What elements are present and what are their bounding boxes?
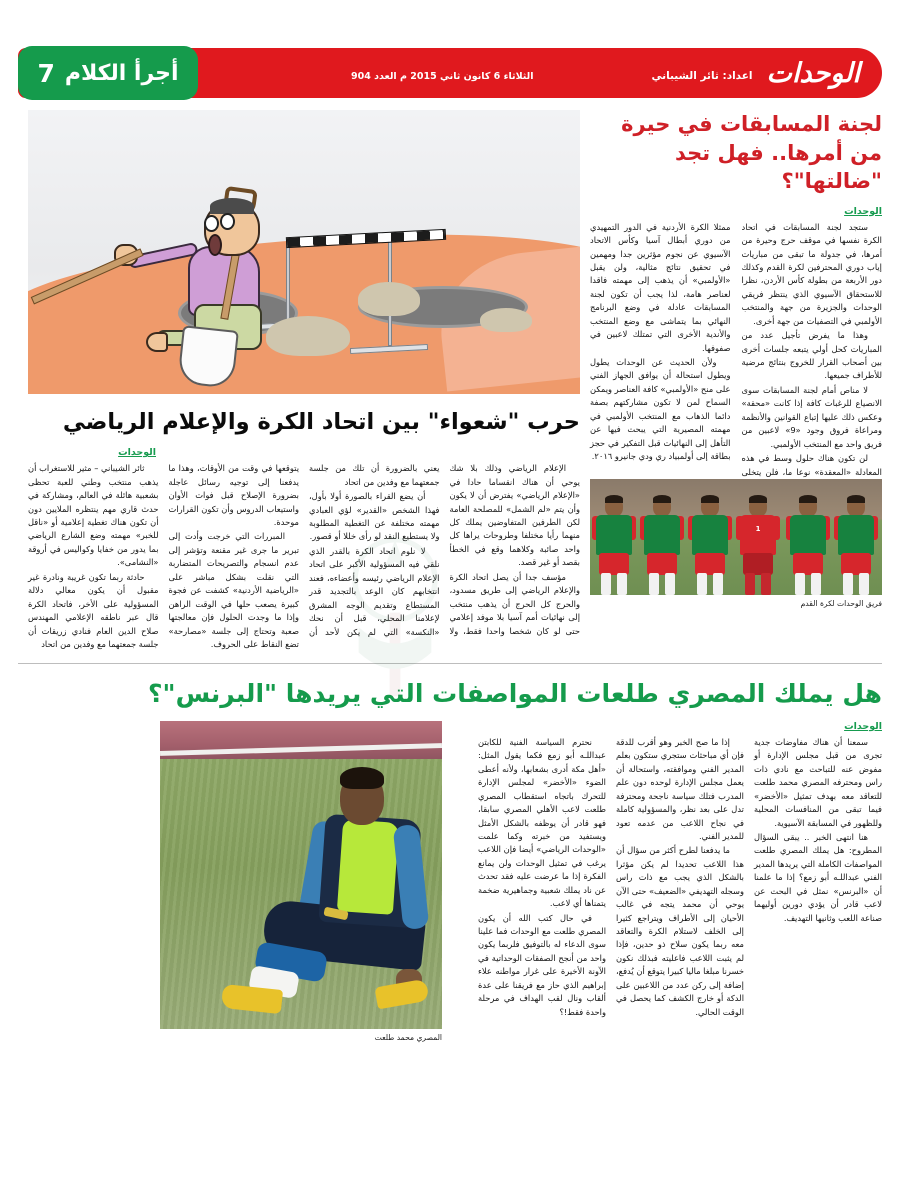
article-top-body <box>590 221 882 479</box>
photo-player <box>688 495 732 595</box>
paragraph: وهذا ما يفرض تأجيل عدد من المباريات كحل أولي يتبعه جلسات أخرى بين أصحاب القرار للخروج بنتائج مرضية للأطراف جميعها. <box>741 330 882 381</box>
section-badge-label: أجرأ الكلام <box>64 60 179 86</box>
photo-player <box>592 495 636 595</box>
kicker-mid: الوحدات <box>118 447 156 459</box>
bottom-text-columns <box>452 736 882 1020</box>
paragraph: ولأن الحديث عن الوحدات يطول ويطول استحالة أن يوافق الجهاز الفني على منح «الأولمبي» كافة العناصر ويمكن السماح لمن لا تكون مشاركتهم بصفة دائما الذهاب مع المنتخب الأولمبي في مهمته المصيرية التي يبحث فيها عن التأهل إلى النهائيات قبل التفكير في حجز بطاقة إلى أولمبياد ري ودي جانيرو ٢٠١٦. <box>590 357 731 462</box>
paragraph: في حال كتب الله أن يكون المصري طلعت مع الوحدات فما علينا سوى الدعاء له بالتوفيق فلربما يكون واحد من أنجح الصفقات الوحداتية في الآونة الأخيرة على غرار مواطنه علاء إبراهيم الذي حاز مع فريقنا على عدة ألقاب ونال لقب الهداف في مرحلة واحدة فقط!؟ <box>478 912 606 1017</box>
top-section <box>18 110 882 651</box>
headline-prince-specs: هل يملك المصري طلعات المواصفات التي يريدها "البرنس"؟ <box>148 679 882 709</box>
editorial-cartoon <box>28 110 580 394</box>
photo-goalkeeper <box>736 495 780 595</box>
bottom-left-column <box>28 721 442 1042</box>
kicker-top: الوحدات <box>844 205 882 217</box>
page-number: 7 <box>37 58 55 88</box>
paragraph: الإعلام الرياضي وذلك بلا شك يوحي أن هناك انقساما حادا في «الإعلام الرياضي» يفترض أن لا يكون وأن يتم «لم الشمل» للمصلحة العامة لكن الطرفين المتفاوضين يملك كل منهما رأيا مختلفا وطروحات يراها كل واحد صائبة وكلاهما وقع في الخطأ بقصد أو غير قصد. <box>449 463 580 568</box>
paragraph: ما يدفعنا لطرح أكثر من سؤال أن هذا اللاعب تحديدا لم يكن مؤثرا بالشكل الذي يجب مع ذات راس وسجله التهديفي «الضعيف» حتى الآن يوحي أن محمد يتجه في غالب الأحيان إلى الأطراف ويتراجع كثيرا إلى الخلف لاستلام الكرة والتعاقد معه ربما يكون سلاح ذو حدين، فإذا لم يثبت اللاعب فاعليته فبذلك نكون خسرنا مبلغا ماليا كبيرا يتوقع أن يُدفع، إضافة إلى ركن عدد من اللاعبين على الدكة أو خارج الكشف كما يحصل في الوقت الحالي. <box>616 845 744 1017</box>
photo-player <box>786 495 830 595</box>
paragraph: سمعنا أن هناك مفاوضات جدية تجرى من قبل مجلس الإدارة أو مفوض عنه للتباحث مع نادي ذات راس ومحترفه المصري محمد طلعت للتعاقد معه بهدف تمثيل «الأخضر» فيما تبقى من المنافسات المحلية وللظهور في المسابقة الآسيوية. <box>754 736 882 828</box>
headline-media-war: حرب "شعواء" بين اتحاد الكرة والإعلام الرياضي <box>62 409 580 435</box>
bottom-col-1 <box>754 736 882 1020</box>
team-photo-caption: فريق الوحدات لكرة القدم <box>800 598 882 608</box>
section-badge <box>18 46 198 100</box>
player-photo-caption: المصري محمد طلعت <box>374 1032 442 1042</box>
bottom-col-2 <box>616 736 744 1020</box>
paragraph: هنا انتهى الخبر .. يبقى السؤال المطروح: هل يملك المصري طلعت المواصفات الكاملة التي يريدها المدير الفني عبداللـه أبو زمع؟ إذا ما علمنا أن «البرنس» نمثل في البحث عن لاعب قادر أن يؤدي دورين أوليهما صناعة اللعب وثانيها التهديف. <box>754 831 882 923</box>
paragraph: إذا ما صح الخبر وهو أقرب للدقة فإن أي مباحثات ستجري ستكون بعلم المدير الفني وموافقته، واستحالة أن يعمل مجلس الإدارة لوحده دون علم المدرب فتلك سياسة ناجحة ومحترفة تدل على بعد نظر، والمسؤولية كاملة في نجاح اللاعب من عدمه تعود للمدير الفني. <box>616 736 744 841</box>
article-mid-body <box>28 462 580 651</box>
photo-player <box>640 495 684 595</box>
paragraph: حادثة ربما تكون غريبة ونادرة غير مقبول أن يكون معالي دلالة المسؤولية على الأخر، فاتحاد الكرة قال عبر ناطقه الإعلامي المهندس صلاح الدين العام فنادي زريقات أن جلسة جمعتهما مع وفدين من اتحاد <box>28 571 159 649</box>
top-right-column <box>590 110 882 651</box>
paragraph: مؤسف جدا أن يصل اتحاد الكرة والإعلام الرياضي إلى طريق مسدود، والحرج كل الحرج أن يذهب منتخب إلى نهائيات أمم آسيا بلا موفد إعلامي حتى لو كان شخصا واحدا فقط، ولا يعني بالضرورة أن تلك من جلسة جمعتهما مع وفدين من اتحاد <box>309 463 580 636</box>
bottom-right-column <box>452 721 882 1042</box>
paragraph: ستجد لجنة المسابقات في اتحاد الكرة نفسها في موقف حرج وحيرة من أمرها، في جدولة ما تبقى من مباريات إياب دوري المحترفين لكرة القدم وكذلك دور الأربعة من بطولة كأس الأردن، نظرا للاستحقاق الآسيوي الذي ينتظر فريقي الوحدات والجزيرة من جهة والمنتخب الأولمبي في التصفيات من جهة أخرى. <box>741 221 882 326</box>
masthead-byline: اعداد: ثائر الشيباني <box>651 70 753 82</box>
paragraph: لا نلوم اتحاد الكرة بالقدر الذي نلقي فيه المسؤولية الأكبر على اتحاد الإعلام الرياضي رئيسه وأعضاءه، فعند انتخابهم كان الوعد بالتجديد قدر المستطاع وتقديم الوجه المشرق لإعلامنا المحلي، قبل أن نحك «النكسة» التي لم يكن لأحد أن يتوقعها في وقت من الأوقات، وهذا ما يدفعنا إلى توجيه رسائل عاجلة بضرورة الإصلاح قبل فوات الأوان واستيعاب الدروس وأن تكون القرارات موحدة. <box>168 463 440 637</box>
masthead-logo: الوحدات <box>766 57 860 89</box>
masthead-date: الثلاثاء 6 كانون ثاني 2015 م العدد 904 <box>350 70 534 82</box>
team-photo <box>590 479 882 595</box>
bottom-section <box>18 721 882 1042</box>
jersey-number: 1 <box>755 524 761 533</box>
top-left-column <box>28 110 580 651</box>
paragraph: المبررات التي خرجت وأدت إلى تبرير ما جرى غير مقنعة وتؤشر إلى عدم انسجام والتصريحات المتضاربة التي نقلت بشكل مباشر على «الرياضية الأردنية» كشفت عن فجوة كبيرة يصعب حلها في الوقت الراهن وإذا ما وجدت الحلول فإن معالجتها صعبة وتحتاج إلى جلسة «مصارحة» تضع النقاط على الحروف. <box>168 531 299 649</box>
paragraph: لا مناص أمام لجنة المسابقات سوى الانصياع للرغبات كافة إذا كانت «محقة» وعكس ذلك عليها إتباع القوانين والأنظمة ومراعاة فروق وجود «9» لاعبين من فريق واحد مع المنتخب الأولمبي. <box>741 384 882 449</box>
masthead <box>18 48 882 98</box>
photo-player <box>834 495 878 595</box>
newspaper-page <box>0 48 900 1200</box>
kicker-bottom: الوحدات <box>844 720 882 732</box>
paragraph: نحترم السياسة الفنية للكابتن عبداللـه أبو زمع فكما يقول المثل: «أهل مكة أدرى بشعابها، ولأنه أعطى الضوء «الأخضر» لمجلس الإدارة للتحرك باتجاه استقطاب المصري طلعت لاعب الأهلي المصري سابقا، فهو قادر أن يوظفه بالشكل الأمثل ويستفيد من خبرته وكما علمت «الوحدات الرياضي» أيضا فإن اللاعب يرغب في تمثيل الوحدات ولن يمانع الفكرة إذا ما عرضت عليه فقد تحدث عن ناد يملك شعبية وجماهيرية ضخمة يتمناها أي لاعب. <box>478 736 606 909</box>
headline-competitions-committee: لجنة المسابقات في حيرة من أمرها.. فهل تجد "ضالتها"؟ <box>621 112 882 194</box>
player-photo <box>160 721 442 1029</box>
paragraph: أن يضع القراء بالصورة أولا بأول، فهذا الشخص «القدير» لؤي العبادي مهمته مختلفة عن التغطية المطلوبة ولا يستطيع النقد لو رأى خللا أو قصور. <box>309 491 440 542</box>
section-divider <box>18 663 882 664</box>
paragraph: لن تكون هناك حلول وسط في هذه المعادلة «المعقدة» نوعا ما، فلن يتخلى ممثلا الكرة الأردنية في الدور التمهيدي من دوري أبطال آسيا وكأس الاتحاد الآسيوي عن نجوم مؤثرين جدا ومهمين في تحقيق نتائج مثالية، ولن يقبل «الأولمبي» أن يذهب إلى مهمته فاقدا لعناصر هامة، لذا يجب أن تكون لجنة المسابقات عادلة في وضع البرنامج النهائي بما يتماشى مع وضع المنتخب والأندية الأخرى التي تمتلك لاعبين في صفوفها. <box>590 221 882 477</box>
training-bib <box>337 819 399 915</box>
paragraph: ثائر الشيباني – مثير للاستغراب أن يذهب منتخب وطني للعبة تحظى بشعبية هائلة في العالم، ومشاركة في حدث قاري مهم ينتظره الملايين دون أن تكون هناك تغطية إعلامية أو «ناقل للخبر» مهمته وضع الشارع الرياضي بما يدور من خفايا وكواليس في أروقة «النشامى». <box>28 463 159 568</box>
bottom-col-3 <box>478 736 606 1020</box>
